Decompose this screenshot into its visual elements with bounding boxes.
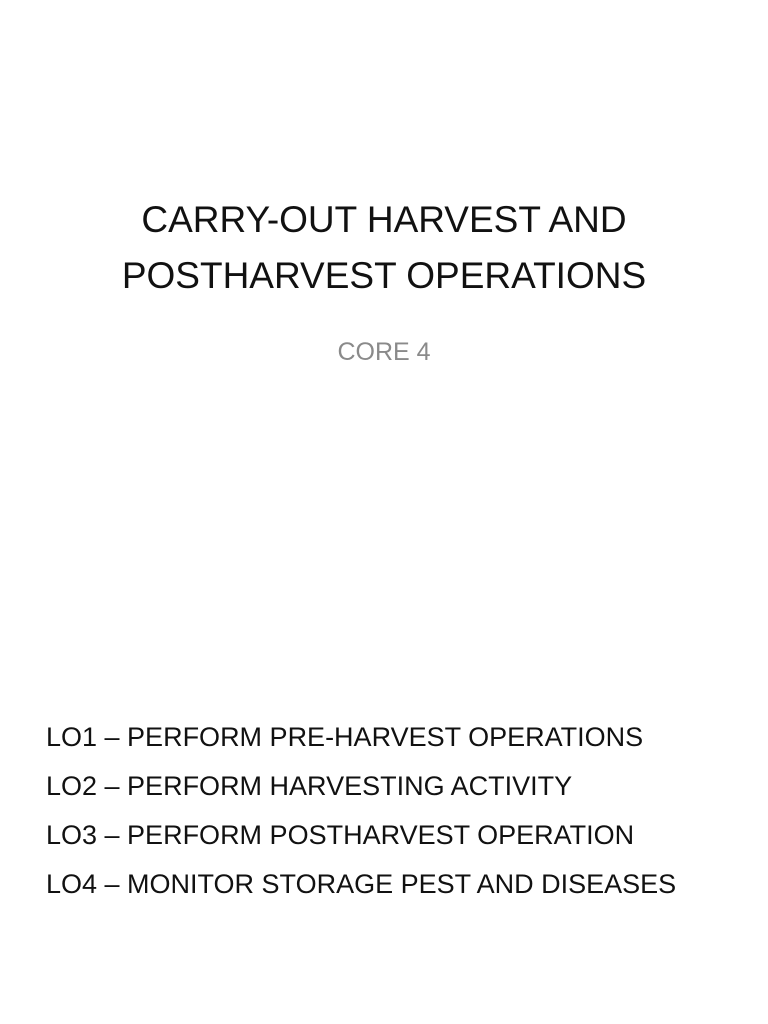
objective-lo3: LO3 – PERFORM POSTHARVEST OPERATION [46, 820, 635, 850]
objective-lo2: LO2 – PERFORM HARVESTING ACTIVITY [46, 771, 573, 801]
objective-lo4: LO4 – MONITOR STORAGE PEST AND DISEASES [46, 869, 677, 899]
slide-subtitle: CORE 4 [337, 338, 431, 366]
title-line-1: CARRY-OUT HARVEST AND [141, 199, 627, 240]
learning-objectives-list [46, 713, 746, 909]
title-line-2: POSTHARVEST OPERATIONS [121, 255, 647, 296]
objective-lo1: LO1 – PERFORM PRE-HARVEST OPERATIONS [46, 722, 644, 752]
slide-title [0, 192, 768, 304]
